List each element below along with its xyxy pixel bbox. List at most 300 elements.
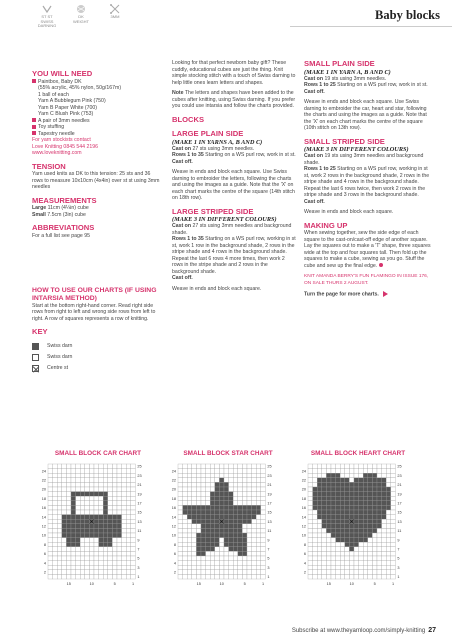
chart-cell <box>331 492 336 497</box>
chart-cell <box>71 505 76 510</box>
chart-cell <box>363 496 368 501</box>
chart-cell <box>247 524 252 529</box>
chart-cell <box>99 510 104 515</box>
page-footer <box>0 620 452 640</box>
column-3: SMALL PLAIN SIDE (MAKE 1 IN YARN A, B AND C) Cast on 19 sts using 3mm needles. Rows 1 to 25 Starting on a WS purl row, work in st st. Cast off. Weave in ends and block each square. Use Swiss darning to embroider the car, heart and star, following the charts and using the images as a guide. Note that the 'X' on each chart marks the centre of the square (10th stitch on 13th row). SMALL STRIPED SIDE (MAKE 3 IN DIFFERENT COLOURS) Cast on 19 sts using 3mm needles and background shade. Rows 1 to 25 Starting on a WS purl row, working in st st, work 2 rows in the background shade, 2 rows in the stripe shade and 4 rows in the background shade. Repeat the last 6 rows twice, then work 2 rows in the stripe shade and 3 rows in the background shade. Cast off. Weave in ends and block each square. MAKING UP When sewing together, sew the side edge of each square to the cast-on/cast-off edge of another square. Lay the squares out to make a 'T' shape, three squares wide at the top and four squares tall. Then fold up the squares to make a cube, sewing as you go. Stuff the cube and sew up the final edge. KNIT AMANDA BERRY'S FUN FLAMINGO IN ISSUE 176, ON SALE THURS 2 AUGUST. Turn the page for more charts. <box>304 59 431 298</box>
chart-cell <box>317 515 322 520</box>
chart-cell <box>233 556 238 561</box>
chart-cell <box>359 556 364 561</box>
chart-cell <box>331 515 336 520</box>
chart-cell <box>313 482 318 487</box>
chart-cell <box>117 492 122 497</box>
chart-cell <box>117 501 122 506</box>
chart-row-label: 5 <box>397 556 400 561</box>
chart-cell <box>233 501 238 506</box>
car-chart <box>34 450 162 620</box>
chart-cell <box>256 487 261 492</box>
chart-cell <box>196 524 201 529</box>
chart-cell <box>183 542 188 547</box>
chart-cell <box>201 565 206 570</box>
chart-cell <box>242 496 247 501</box>
chart-cell <box>308 561 313 566</box>
chart-cell <box>80 565 85 570</box>
chart-cell <box>326 556 331 561</box>
chart-cell <box>126 496 131 501</box>
chart-cell <box>256 515 261 520</box>
chart-cell <box>313 510 318 515</box>
chart-cell <box>126 570 131 575</box>
chart-cell <box>382 469 387 474</box>
chart-cell <box>108 487 113 492</box>
chart-cell <box>126 473 131 478</box>
chart-cell <box>238 469 243 474</box>
chart-row-label: 18 <box>171 496 176 501</box>
chart-cell <box>108 469 113 474</box>
chart-cell <box>308 505 313 510</box>
chart-cell <box>48 501 53 506</box>
chart-cell <box>368 519 373 524</box>
chart-cell <box>131 519 136 524</box>
chart-cell <box>391 533 396 538</box>
chart-cell <box>108 496 113 501</box>
chart-row-label: 14 <box>41 515 46 520</box>
chart-cell <box>331 538 336 543</box>
chart-cell <box>242 542 247 547</box>
chart-cell <box>359 496 364 501</box>
chart-cell <box>224 464 229 469</box>
chart-cell <box>313 496 318 501</box>
chart-cell <box>349 538 354 543</box>
chart-cell <box>122 464 127 469</box>
chart-cell <box>112 496 117 501</box>
chart-cell <box>349 473 354 478</box>
car-chart-title: SMALL BLOCK CAR CHART <box>54 450 142 457</box>
chart-cell <box>71 528 76 533</box>
chart-cell <box>192 533 197 538</box>
chart-cell <box>340 551 345 556</box>
chart-cell <box>317 565 322 570</box>
chart-cell <box>224 505 229 510</box>
chart-cell <box>131 528 136 533</box>
chart-cell <box>196 492 201 497</box>
chart-cell <box>192 561 197 566</box>
chart-cell <box>372 510 377 515</box>
chart-cell <box>372 515 377 520</box>
chart-cell <box>252 469 257 474</box>
chart-cell <box>368 574 373 579</box>
chart-stitch-label: 10 <box>349 582 354 586</box>
chart-cell <box>377 478 382 483</box>
chart-cell <box>48 561 53 566</box>
chart-cell <box>308 533 313 538</box>
chart-cell <box>103 565 108 570</box>
chart-cell <box>131 505 136 510</box>
charts-howto-text: Start at the bottom right-hand corner. Read right side rows from right to left and wrong side rows from left to right. A row of squares represents a row of knitting. <box>32 302 156 322</box>
chart-row-label: 3 <box>267 565 270 570</box>
chart-cell <box>308 547 313 552</box>
chart-cell <box>117 519 122 524</box>
chart-cell <box>349 492 354 497</box>
chart-cell <box>363 510 368 515</box>
chart-cell <box>210 469 215 474</box>
chart-cell <box>85 487 90 492</box>
chart-cell <box>71 565 76 570</box>
chart-cell <box>308 469 313 474</box>
chart-cell <box>103 528 108 533</box>
chart-cell <box>71 515 76 520</box>
chart-cell <box>122 574 127 579</box>
chart-cell <box>317 556 322 561</box>
chart-cell <box>242 524 247 529</box>
chart-cell <box>313 492 318 497</box>
chart-cell <box>238 524 243 529</box>
chart-cell <box>71 464 76 469</box>
chart-cell <box>187 542 192 547</box>
chart-cell <box>196 505 201 510</box>
chart-cell <box>85 496 90 501</box>
chart-cell <box>131 487 136 492</box>
chart-cell <box>238 473 243 478</box>
chart-cell <box>354 556 359 561</box>
chart-cell <box>215 556 220 561</box>
chart-cell <box>219 542 224 547</box>
chart-cell <box>112 519 117 524</box>
chart-cell <box>206 524 211 529</box>
chart-cell <box>386 482 391 487</box>
charts-area <box>0 450 452 620</box>
chart-cell <box>331 482 336 487</box>
chart-cell <box>345 570 350 575</box>
chart-cell <box>219 464 224 469</box>
chart-cell <box>117 556 122 561</box>
chart-cell <box>112 487 117 492</box>
chart-cell <box>340 515 345 520</box>
chart-row-label: 3 <box>137 565 140 570</box>
chart-cell <box>382 538 387 543</box>
chart-cell <box>210 510 215 515</box>
chart-cell <box>80 533 85 538</box>
chart-cell <box>219 487 224 492</box>
chart-cell <box>256 464 261 469</box>
chart-stitch-label: 10 <box>219 582 224 586</box>
chart-cell <box>201 524 206 529</box>
chart-cell <box>94 515 99 520</box>
chart-row-label: 9 <box>267 538 270 543</box>
chart-cell <box>62 538 67 543</box>
chart-cell <box>192 574 197 579</box>
chart-cell <box>363 528 368 533</box>
chart-row-label: 6 <box>303 552 306 557</box>
chart-cell <box>85 478 90 483</box>
chart-cell <box>48 551 53 556</box>
chart-cell <box>363 533 368 538</box>
chart-cell <box>99 551 104 556</box>
chart-cell <box>62 570 67 575</box>
chart-cell <box>331 478 336 483</box>
chart-cell <box>313 464 318 469</box>
star-chart-title: SMALL BLOCK STAR CHART <box>183 450 273 457</box>
chart-cell <box>201 574 206 579</box>
chart-cell <box>76 542 81 547</box>
chart-cell <box>224 538 229 543</box>
chart-cell <box>206 515 211 520</box>
chart-cell <box>354 469 359 474</box>
chart-cell <box>349 528 354 533</box>
chart-cell <box>66 505 71 510</box>
chart-row-label: 25 <box>397 464 402 469</box>
chart-cell <box>215 515 220 520</box>
chart-cell <box>192 492 197 497</box>
chart-cell <box>192 547 197 552</box>
chart-cell <box>368 556 373 561</box>
chart-cell <box>354 538 359 543</box>
chart-cell <box>363 469 368 474</box>
chart-cell <box>233 528 238 533</box>
chart-cell <box>48 464 53 469</box>
chart-cell <box>80 496 85 501</box>
chart-cell <box>308 542 313 547</box>
chart-cell <box>103 533 108 538</box>
chart-row-label: 17 <box>267 501 272 506</box>
chart-cell <box>66 501 71 506</box>
chart-cell <box>103 538 108 543</box>
chart-cell <box>363 478 368 483</box>
chart-cell <box>206 556 211 561</box>
chart-row-label: 23 <box>137 473 142 478</box>
chart-cell <box>313 469 318 474</box>
chart-cell <box>261 556 266 561</box>
chart-cell <box>66 542 71 547</box>
chart-cell <box>215 528 220 533</box>
chart-cell <box>76 551 81 556</box>
chart-cell <box>354 528 359 533</box>
chart-cell <box>201 487 206 492</box>
chart-cell <box>103 510 108 515</box>
chart-cell <box>192 519 197 524</box>
chart-cell <box>261 510 266 515</box>
chart-cell <box>71 551 76 556</box>
chart-cell <box>322 473 327 478</box>
chart-cell <box>326 524 331 529</box>
chart-cell <box>377 510 382 515</box>
chart-cell <box>340 478 345 483</box>
chart-row-label: 19 <box>397 492 402 497</box>
chart-cell <box>62 515 67 520</box>
chart-cell <box>308 519 313 524</box>
chart-cell <box>382 510 387 515</box>
chart-cell <box>103 570 108 575</box>
subscribe-link[interactable]: Subscribe at www.theyarnloop.com/simply-knitting <box>291 628 426 634</box>
chart-cell <box>48 505 53 510</box>
chart-cell <box>242 492 247 497</box>
chart-cell <box>261 464 266 469</box>
chart-cell <box>219 510 224 515</box>
chart-row-label: 16 <box>171 506 176 511</box>
chart-cell <box>386 538 391 543</box>
chart-cell <box>178 574 183 579</box>
chart-cell <box>48 565 53 570</box>
chart-cell <box>219 505 224 510</box>
chart-cell <box>62 487 67 492</box>
chart-cell <box>261 519 266 524</box>
chart-cell <box>53 556 58 561</box>
chart-cell <box>210 519 215 524</box>
chart-cell <box>196 469 201 474</box>
chart-cell <box>377 501 382 506</box>
chart-row-label: 6 <box>43 552 46 557</box>
chart-cell <box>224 501 229 506</box>
chart-cell <box>256 547 261 552</box>
chart-cell <box>386 515 391 520</box>
chart-cell <box>247 556 252 561</box>
chart-cell <box>224 570 229 575</box>
stockists-link[interactable]: www.loveknitting.com <box>32 150 82 156</box>
chart-cell <box>238 496 243 501</box>
chart-cell <box>233 561 238 566</box>
chart-cell <box>359 561 364 566</box>
small-plain-heading: SMALL PLAIN SIDE <box>304 59 375 68</box>
chart-cell <box>99 492 104 497</box>
chart-cell <box>89 482 94 487</box>
chart-cell <box>112 565 117 570</box>
chart-cell <box>322 556 327 561</box>
chart-cell <box>363 464 368 469</box>
chart-cell <box>368 547 373 552</box>
chart-cell <box>359 482 364 487</box>
chart-cell <box>196 501 201 506</box>
chart-cell <box>187 487 192 492</box>
chart-cell <box>308 492 313 497</box>
chart-cell <box>131 565 136 570</box>
chart-cell <box>117 574 122 579</box>
chart-cell <box>229 501 234 506</box>
chart-cell <box>331 487 336 492</box>
chart-cell <box>210 574 215 579</box>
chart-cell <box>201 510 206 515</box>
chart-cell <box>53 464 58 469</box>
chart-cell <box>99 524 104 529</box>
chart-cell <box>233 510 238 515</box>
chart-cell <box>99 505 104 510</box>
chart-cell <box>76 469 81 474</box>
chart-cell <box>345 533 350 538</box>
chart-cell <box>331 533 336 538</box>
chart-cell <box>206 469 211 474</box>
chart-cell <box>85 570 90 575</box>
chart-cell <box>322 538 327 543</box>
chart-row-label: 22 <box>171 478 176 483</box>
chart-cell <box>345 524 350 529</box>
chart-cell <box>326 570 331 575</box>
chart-cell <box>247 473 252 478</box>
chart-cell <box>336 551 341 556</box>
chart-cell <box>261 542 266 547</box>
chart-cell <box>386 565 391 570</box>
chart-cell <box>62 551 67 556</box>
chart-cell <box>94 487 99 492</box>
chart-cell <box>94 510 99 515</box>
chart-cell <box>85 574 90 579</box>
chart-cell <box>256 528 261 533</box>
chart-cell <box>322 551 327 556</box>
chart-row-label: 25 <box>267 464 272 469</box>
chart-row-label: 12 <box>171 524 176 529</box>
chart-cell <box>229 469 234 474</box>
chart-cell <box>210 570 215 575</box>
chart-cell <box>261 538 266 543</box>
chart-cell <box>372 574 377 579</box>
chart-cell <box>187 492 192 497</box>
column-2: Looking for that perfect newborn baby gift? These cuddly, educational cubes are just the thing. Knit simple stocking stitch with a touch of Swiss darning to help little ones learn letters and shapes. Note The letters and shapes have been added to the cubes after knitting, using Swiss darning. If you prefer you could use intarsia and follow the charts provided. BLOCKS LARGE PLAIN SIDE (MAKE 1 IN YARNS A, B AND C) Cast on 27 sts using 3mm needles. Rows 1 to 35 Starting on a WS purl row, work in st st. Cast off. Weave in ends and block each square. Use Swiss darning to embroider the letters, following the charts and using the images as a guide. Note that the 'X' on each chart marks the centre of the square (14th stitch on 18th row). LARGE STRIPED SIDE (MAKE 3 IN DIFFERENT COLOURS) Cast on 27 sts using 3mm needles and background shade. Rows 1 to 35 Starting on a WS purl row, working in st st, work 1 row in the background shade, 2 rows in the stripe shade and 4 rows in the background shade. Repeat the last 6 rows 4 more times, then work 2 rows in the stripe shade and 2 rows in the background shade. Cast off. Weave in ends and block each square. <box>172 60 296 292</box>
chart-cell <box>66 547 71 552</box>
chart-cell <box>219 492 224 497</box>
chart-cell <box>261 487 266 492</box>
chart-cell <box>261 469 266 474</box>
chart-cell <box>391 565 396 570</box>
chart-cell <box>76 487 81 492</box>
chart-cell <box>229 551 234 556</box>
chart-cell <box>112 547 117 552</box>
chart-cell <box>126 464 131 469</box>
chart-cell <box>377 519 382 524</box>
chart-cell <box>363 547 368 552</box>
turn-page-text[interactable]: Turn the page for more charts. <box>304 291 432 298</box>
chart-row-label: 2 <box>303 570 306 575</box>
chart-cell <box>201 473 206 478</box>
chart-cell <box>122 487 127 492</box>
chart-cell <box>57 519 62 524</box>
chart-cell <box>94 496 99 501</box>
chart-row-label: 20 <box>41 487 46 492</box>
chart-cell <box>354 464 359 469</box>
chart-cell <box>313 478 318 483</box>
chart-cell <box>377 565 382 570</box>
chart-cell <box>85 492 90 497</box>
chart-cell <box>313 501 318 506</box>
chart-cell <box>192 565 197 570</box>
chart-cell <box>326 478 331 483</box>
chart-cell <box>340 538 345 543</box>
chart-cell <box>386 533 391 538</box>
chart-cell <box>391 515 396 520</box>
large-plain-sub: (MAKE 1 IN YARNS A, B AND C) <box>172 138 263 146</box>
chart-cell <box>349 464 354 469</box>
chart-cell <box>308 570 313 575</box>
chart-cell <box>317 505 322 510</box>
chart-cell <box>313 519 318 524</box>
chart-cell <box>66 515 71 520</box>
chart-cell <box>382 551 387 556</box>
chart-cell <box>122 501 127 506</box>
chart-cell <box>252 574 257 579</box>
chart-cell <box>377 561 382 566</box>
chart-cell <box>349 547 354 552</box>
chart-cell <box>224 473 229 478</box>
chart-cell <box>48 542 53 547</box>
chart-cell <box>183 561 188 566</box>
chart-cell <box>57 473 62 478</box>
chart-cell <box>391 528 396 533</box>
chart-cell <box>363 556 368 561</box>
chart-cell <box>53 547 58 552</box>
chart-cell <box>94 464 99 469</box>
chart-cell <box>187 464 192 469</box>
chart-cell <box>89 565 94 570</box>
chart-cell <box>103 556 108 561</box>
chart-cell <box>112 482 117 487</box>
chart-cell <box>322 533 327 538</box>
chart-cell <box>382 492 387 497</box>
